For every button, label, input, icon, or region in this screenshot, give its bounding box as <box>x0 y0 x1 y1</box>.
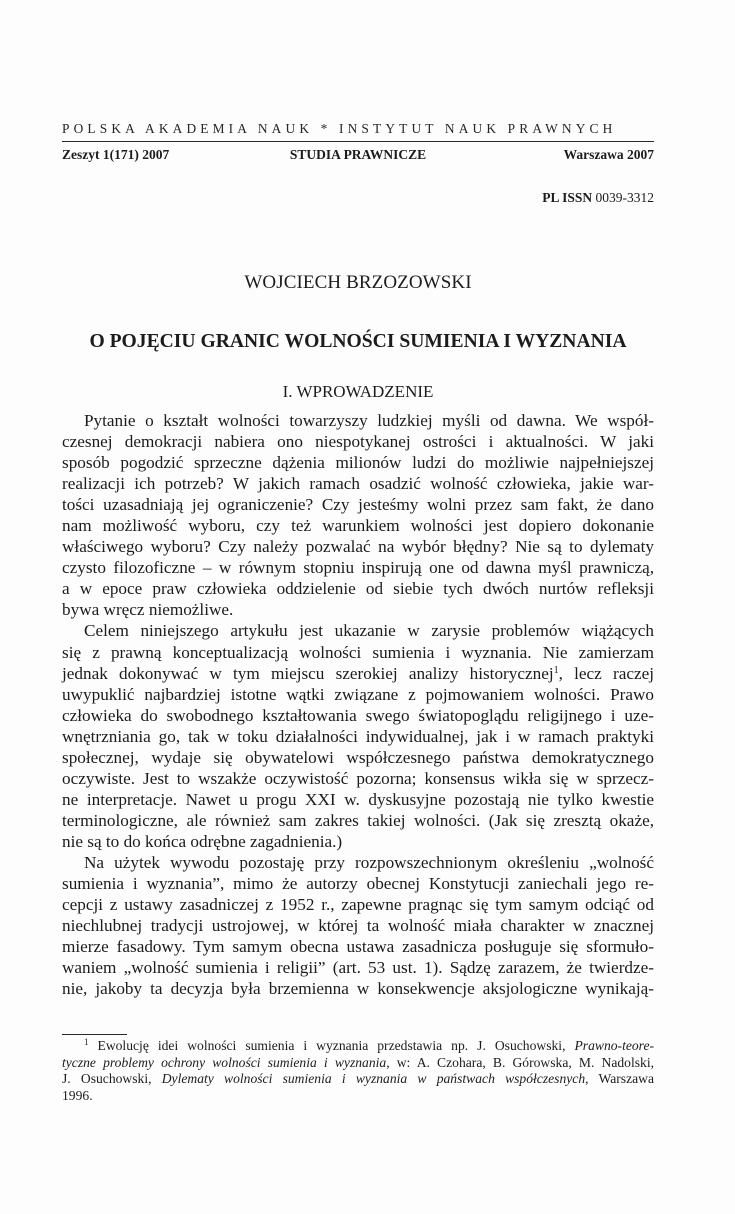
text-line: mierze fasadowy. Tym samym obecna ustawa zasadnicza posługuje się sformuło- <box>62 937 654 957</box>
text-line: nie, jakoby ta decyzja była brzemienna w konsekwencje aksjologiczne wynikają- <box>62 979 654 999</box>
text-line: nam możliwość wyboru, czy też warunkiem wolności jest dopiero dokonanie <box>62 516 654 536</box>
footnote-italic-title: Prawno-teore- <box>574 1038 655 1053</box>
paragraph-2 <box>62 620 654 852</box>
section-heading: I. WPROWADZENIE <box>282 382 434 401</box>
text-line: sumienia i wyznania”, mimo że autorzy obecnej Konstytucji zaniechali jego re- <box>62 874 654 894</box>
text-line-with-footnote <box>62 663 654 684</box>
footnote-separator <box>62 1034 127 1035</box>
issn <box>542 190 654 206</box>
paragraph-3 <box>62 852 654 999</box>
place-year: Warszawa 2007 <box>563 147 654 162</box>
text-line: terminologiczne, ale również sam zakres takiej wolności. (Jak się zresztą okaże, <box>62 810 654 830</box>
text-line: człowieka do swobodnego kształtowania swego światopoglądu religijnego i uze- <box>62 705 654 725</box>
footnote-text: , w: A. Czohara, B. Górowska, M. Nadolski, <box>386 1054 654 1070</box>
text-line: tości uzasadniają jej ograniczenie? Czy jesteśmy wolni przez sam fakt, że dano <box>62 495 654 515</box>
footnote-text: Ewolucję idei wolności sumienia i wyznania przedstawia np. J. Osuchowski, <box>97 1038 575 1053</box>
footnote-1 <box>62 1038 654 1105</box>
footnote-line <box>62 1038 654 1055</box>
text-line: niechlubnej tradycji ustrojowej, w której ta wolność miała charakter w znacznej <box>62 916 654 936</box>
text-line: oczywiste. Jest to wszakże oczywistość pozorna; konsensus wikła się w sprzecz- <box>62 768 654 788</box>
article-author: WOJCIECH BRZOZOWSKI <box>244 272 472 293</box>
text-line: się z prawną konceptualizacją wolności sumienia i wyznania. Nie zamierzam <box>62 642 654 662</box>
footnote-italic-title: tyczne problemy ochrony wolności sumienia i wyznania <box>62 1054 387 1070</box>
text-line: Celem niniejszego artykułu jest ukazanie w zarysie problemów wiążących <box>84 621 654 641</box>
footnote-text: , Warszawa <box>585 1071 654 1087</box>
text-line: cepcji z ustawy zasadniczej z 1952 r., zapewne pragnąc się tym samym odciąć od <box>62 895 654 915</box>
footnote-line <box>62 1071 654 1088</box>
article-title: O POJĘCIU GRANIC WOLNOŚCI SUMIENIA I WYZNANIA <box>89 331 627 352</box>
text-line: Na użytek wywodu pozostaję przy rozpowszechnionym określeniu „wolność <box>84 852 654 872</box>
institution-header: POLSKA AKADEMIA NAUK * INSTYTUT NAUK PRAWNYCH <box>62 121 617 136</box>
text-line: Pytanie o kształt wolności towarzyszy ludzkiej myśli od dawna. We współ- <box>84 411 654 430</box>
footnote-line <box>62 1055 654 1072</box>
footnote-line: 1996. <box>62 1088 93 1104</box>
footnote-number: 1 <box>84 1037 89 1047</box>
text-segment: jednak dokonywać w tym miejscu szerokiej analizy historycznej <box>62 663 554 683</box>
text-line: waniem „wolność sumienia i religii” (art. 53 ust. 1). Sądzę zarazem, że twierdze- <box>62 958 654 978</box>
text-line: czesnej demokracji nabiera ono niespotykanej ostrości i aktualności. W jaki <box>62 432 654 452</box>
footnote-italic-title: Dylematy wolności sumienia i wyznania w państwach współczesnych <box>161 1071 586 1087</box>
footnote-reference[interactable]: 1 <box>553 664 559 676</box>
footnote-text: J. Osuchowski, <box>62 1071 162 1087</box>
paragraph-1 <box>62 410 654 620</box>
article-body <box>62 410 654 999</box>
issn-value: 0039-3312 <box>595 190 654 205</box>
text-line: właściwego wyboru? Czy należy pozwalać na wybór błędny? Nie są to dylematy <box>62 537 654 557</box>
text-line: czysto filozoficzne – w równym stopniu inspirują one od dawna myśl prawniczą, <box>62 558 654 578</box>
text-line: wnętrzniania go, tak w toku działalności indywidualnej, jak i w ramach praktyki <box>62 726 654 746</box>
journal-name: STUDIA PRAWNICZE <box>289 147 427 162</box>
text-line: bywa wręcz niemożliwe. <box>62 600 234 620</box>
text-line: społecznej, wydaje się obywatelowi współczesnego państwa demokratycznego <box>62 747 654 767</box>
issue-number: Zeszyt 1(171) 2007 <box>62 147 170 162</box>
text-line: nie są to do końca odrębne zagadnienia.) <box>62 831 343 851</box>
header-rule <box>62 141 654 142</box>
text-segment: , lecz raczej <box>558 663 654 683</box>
text-line: ne interpretacje. Nawet u progu XXI w. dyskusyjne pozostają nie tylko kwestie <box>62 789 654 809</box>
issue-info-row <box>62 147 654 163</box>
text-line: realizacji ich potrzeb? W jakich ramach osadzić wolność człowieka, jakie war- <box>62 474 654 494</box>
text-line: sposób pogodzić sprzeczne dążenia milionów ludzi do możliwie najpełniejszej <box>62 453 654 473</box>
issn-label: PL ISSN <box>542 190 593 205</box>
text-line: uwypuklić najbardziej istotne wątki związane z pojmowaniem wolności. Prawo <box>62 684 654 704</box>
text-line: a w epoce praw człowieka oddzielenie od siebie tych dwóch nurtów refleksji <box>62 579 654 599</box>
